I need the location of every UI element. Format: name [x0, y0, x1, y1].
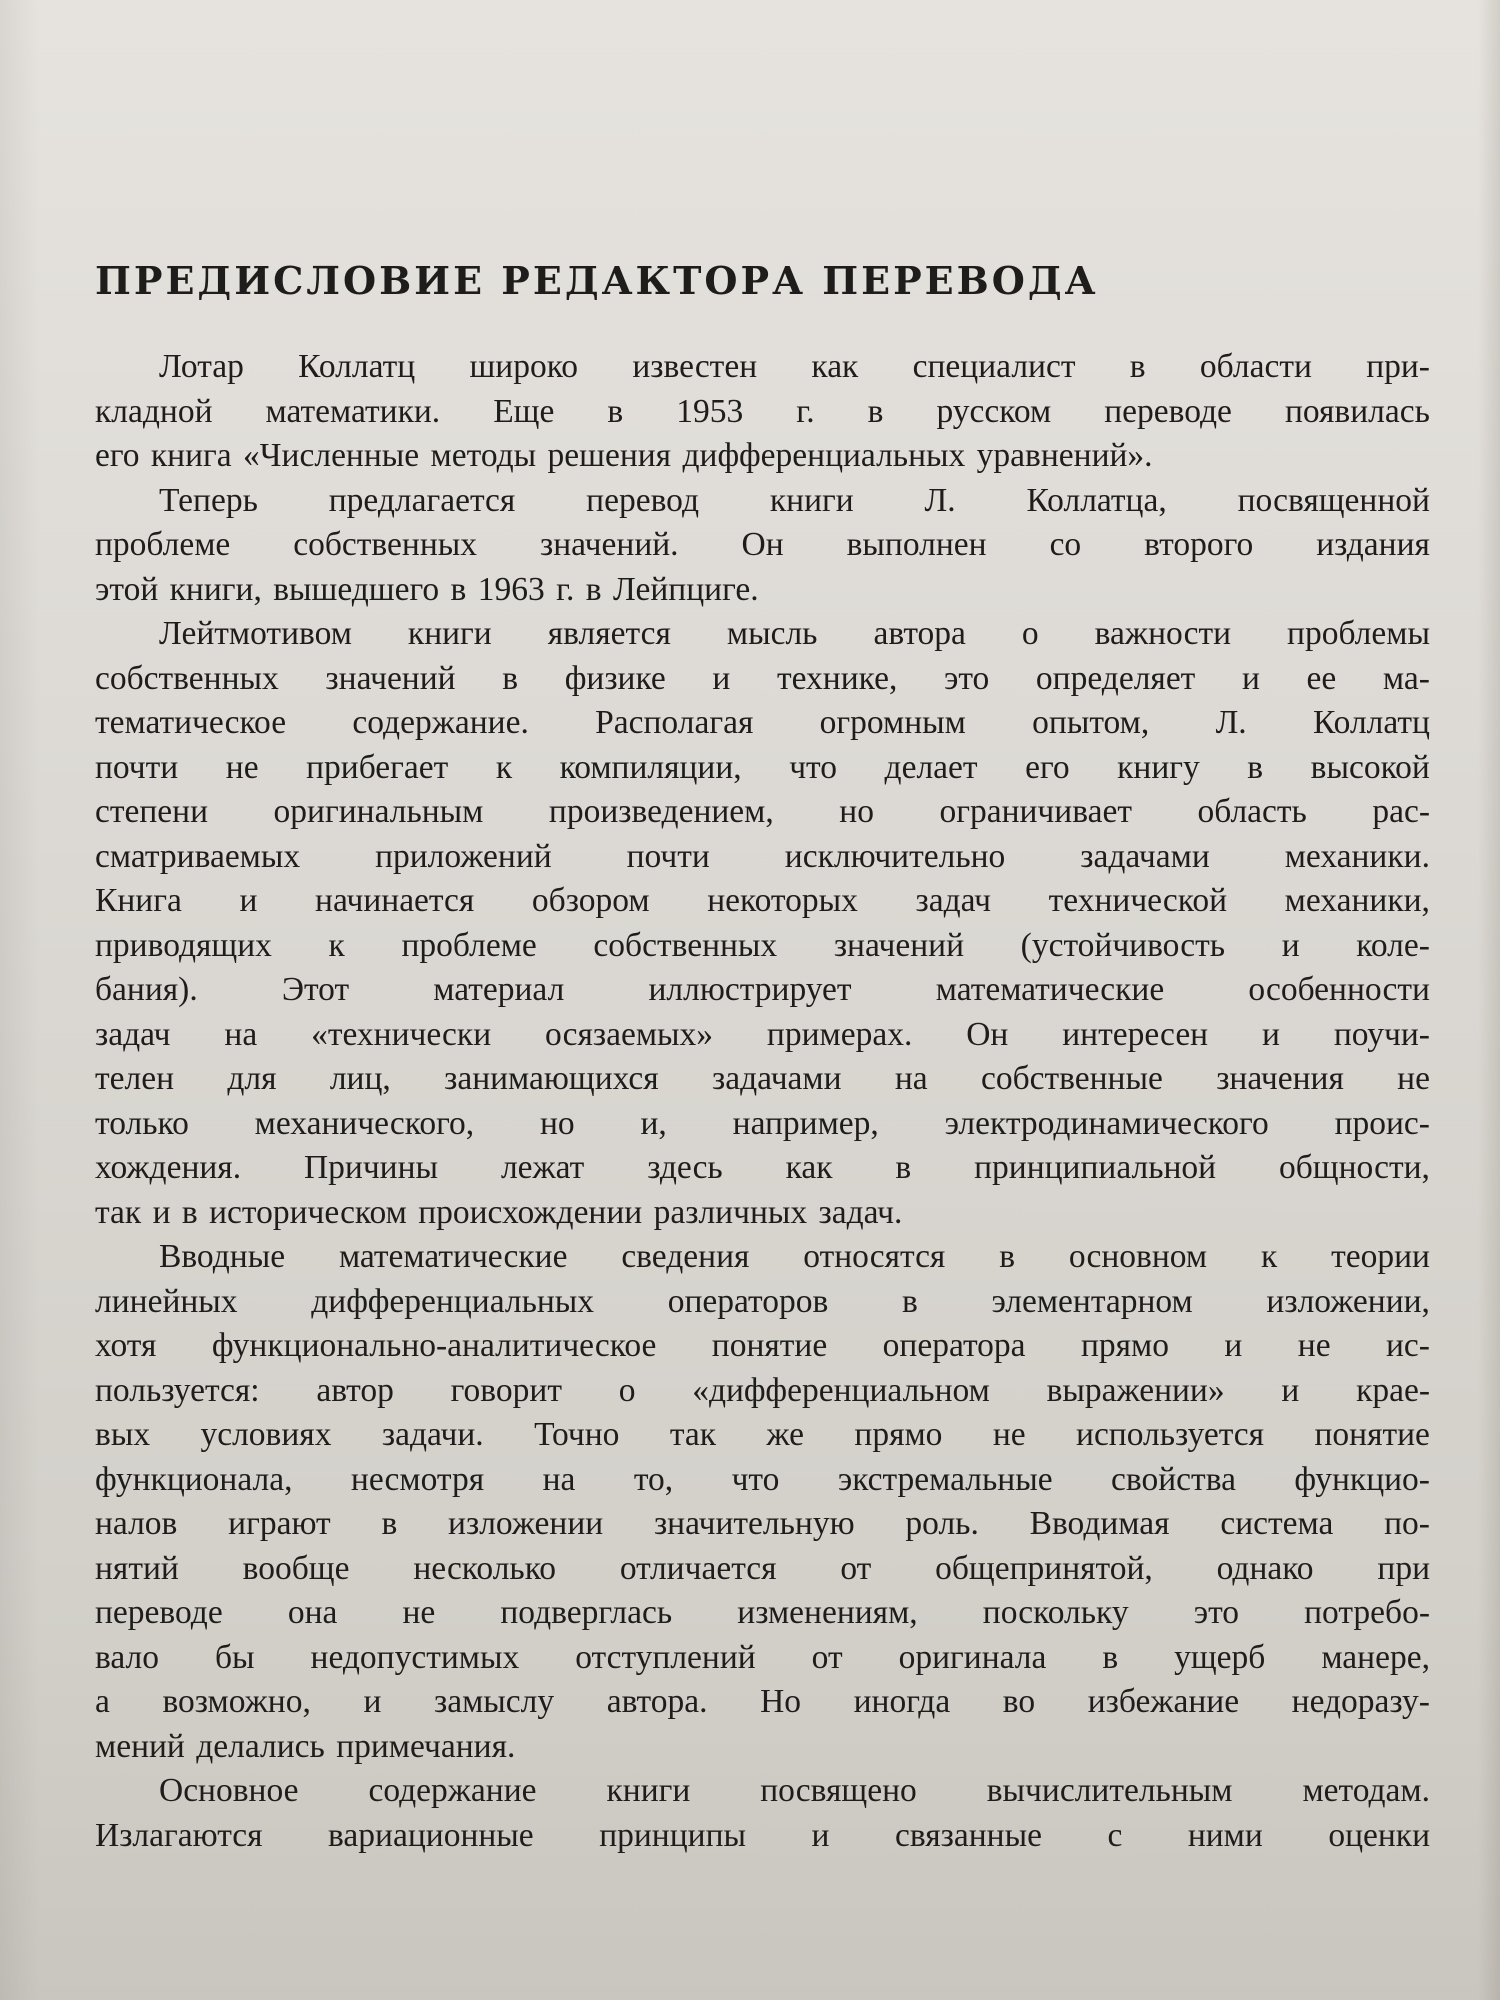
- text-line: кладной математики. Еще в 1953 г. в русском переводе появилась: [95, 392, 1430, 430]
- text-line: нятий вообще несколько отличается от общепринятой, однако при: [95, 1549, 1430, 1587]
- text-line: степени оригинальным произведением, но ограничивает область рас-: [95, 793, 1430, 830]
- text-line: сматриваемых приложений почти исключительно задачами механики.: [95, 837, 1430, 875]
- text-line: хождения. Причины лежат здесь как в принципиальной общности,: [95, 1149, 1430, 1186]
- text-line: тематическое содержание. Располагая огромным опытом, Л. Коллатц: [95, 704, 1430, 741]
- text-line: переводе она не подверглась изменениям, поскольку это потребо-: [95, 1594, 1430, 1631]
- text-line: линейных дифференциальных операторов в элементарном изложении,: [95, 1282, 1430, 1320]
- text-line: этой книги, вышедшего в 1963 г. в Лейпциге.: [95, 570, 759, 608]
- page-edge: [1478, 0, 1500, 2000]
- text-line: проблеме собственных значений. Он выполнен со второго издания: [95, 526, 1430, 563]
- text-block: [95, 255, 1430, 1858]
- text-line: Лейтмотивом книги является мысль автора о важности проблемы: [159, 615, 1430, 652]
- text-line: его книга «Численные методы решения дифференциальных уравнений».: [95, 437, 1153, 474]
- text-line: собственных значений в физике и технике, это определяет и ее ма-: [95, 659, 1430, 697]
- paragraph: [95, 1235, 1430, 1769]
- body-text: [95, 345, 1430, 1858]
- text-line: Излагаются вариационные принципы и связанные с ними оценки: [95, 1816, 1430, 1854]
- text-line: мений делались примечания.: [95, 1727, 516, 1765]
- text-line: Вводные математические сведения относятся в основном к теории: [159, 1238, 1430, 1275]
- text-line: налов играют в изложении значительную роль. Вводимая система по-: [95, 1505, 1430, 1542]
- paragraph: [95, 479, 1430, 613]
- page-heading: ПРЕДИСЛОВИЕ РЕДАКТОРА ПЕРЕВОДА: [95, 258, 1099, 303]
- text-line: приводящих к проблеме собственных значений (устойчивость и коле-: [95, 926, 1430, 964]
- text-line: задач на «технически осязаемых» примерах. Он интересен и поучи-: [95, 1015, 1430, 1053]
- text-line: Основное содержание книги посвящено вычислительным методам.: [159, 1772, 1430, 1809]
- text-line: а возможно, и замыслу автора. Но иногда во избежание недоразу-: [95, 1683, 1430, 1720]
- paragraph: [95, 1769, 1430, 1858]
- text-line: хотя функционально-аналитическое понятие оператора прямо и не ис-: [95, 1327, 1430, 1364]
- paragraph: [95, 345, 1430, 479]
- text-line: только механического, но и, например, электродинамического проис-: [95, 1104, 1430, 1142]
- text-line: вых условиях задачи. Точно так же прямо не используется понятие: [95, 1416, 1430, 1453]
- page-shadow: [0, 0, 40, 2000]
- text-line: так и в историческом происхождении различных задач.: [95, 1193, 903, 1231]
- text-line: бания). Этот материал иллюстрирует математические особенности: [95, 971, 1430, 1008]
- text-line: Книга и начинается обзором некоторых задач технической механики,: [95, 882, 1430, 919]
- text-line: Лотар Коллатц широко известен как специалист в области при-: [159, 348, 1430, 385]
- text-line: вало бы недопустимых отступлений от оригинала в ущерб манере,: [95, 1638, 1430, 1676]
- text-line: пользуется: автор говорит о «дифференциальном выражении» и крае-: [95, 1371, 1430, 1409]
- paragraph: [95, 612, 1430, 1235]
- text-line: почти не прибегает к компиляции, что делает его книгу в высокой: [95, 748, 1430, 786]
- text-line: Теперь предлагается перевод книги Л. Коллатца, посвященной: [159, 481, 1430, 519]
- text-line: телен для лиц, занимающихся задачами на собственные значения не: [95, 1060, 1430, 1097]
- text-line: функционала, несмотря на то, что экстремальные свойства функцио-: [95, 1460, 1430, 1498]
